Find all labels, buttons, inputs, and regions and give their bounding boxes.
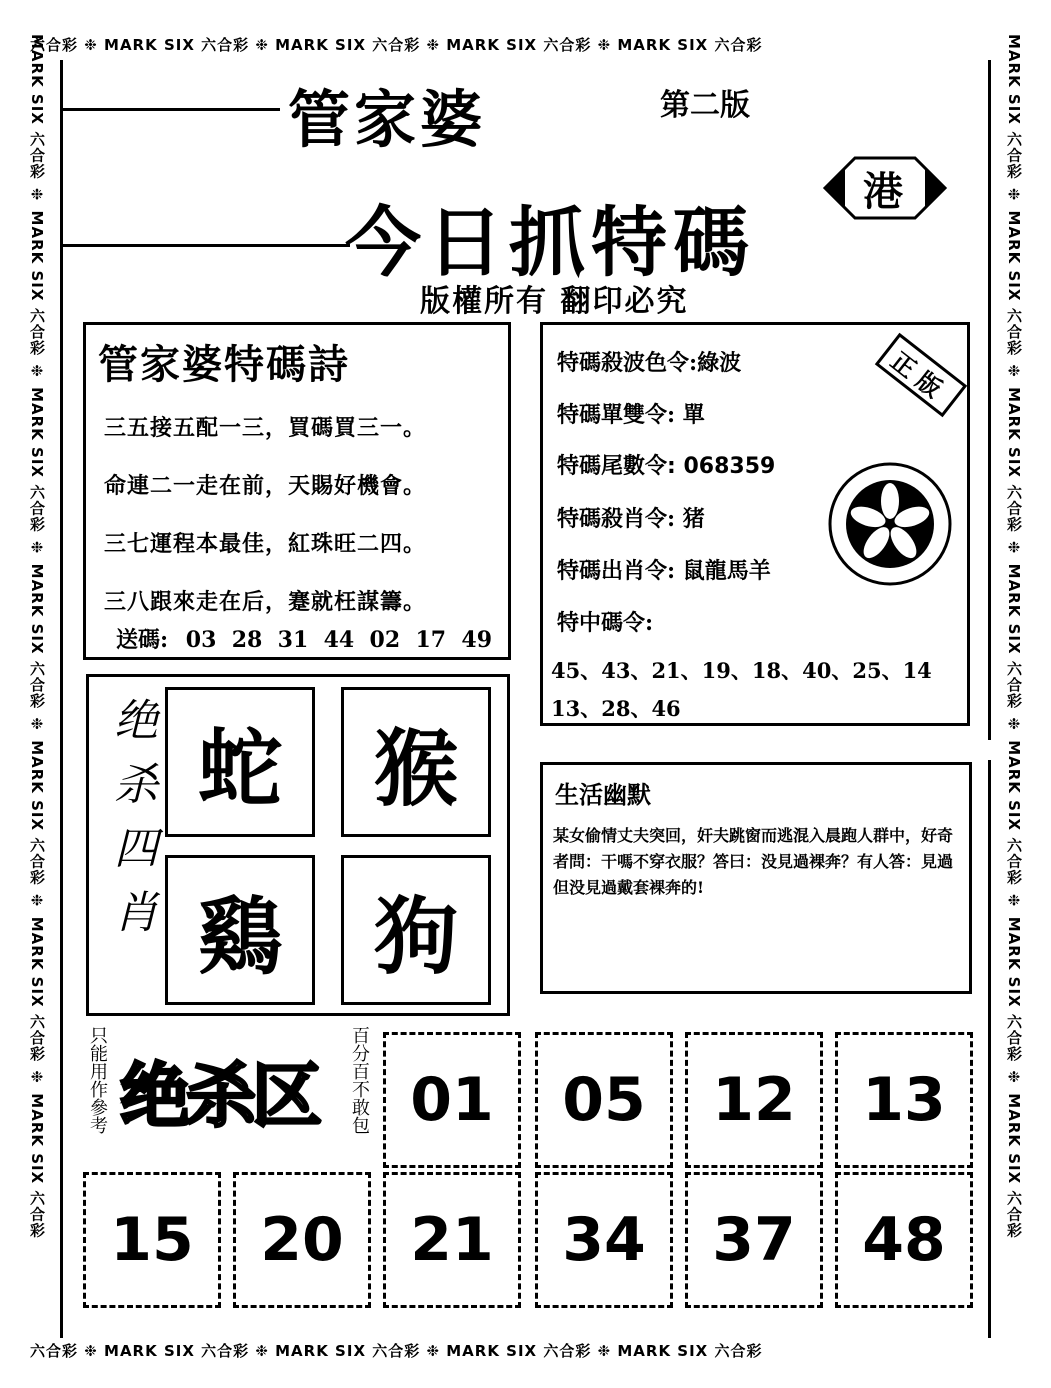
humor-title: 生活幽默: [555, 780, 651, 809]
poem-box: [83, 322, 511, 660]
zodiac-cell: 狗: [341, 855, 491, 1005]
kill-number-cell: 20: [233, 1172, 371, 1308]
poem-line: 命連二一走在前，天賜好機會。: [104, 473, 427, 499]
copyright-notice: 版權所有 翻印必究: [420, 284, 689, 319]
poem-line: 三五接五配一三，買碼買三一。: [104, 415, 427, 441]
bauhinia-seal-icon: [825, 459, 955, 589]
poem-line: 三七運程本最佳，紅珠旺二四。: [104, 531, 427, 557]
kill-number-cell: 01: [383, 1032, 521, 1168]
zodiac-cell: 鷄: [165, 855, 315, 1005]
command-item: 特碼殺肖令: 猪: [557, 506, 705, 532]
edition-label: 第二版: [660, 88, 750, 123]
kill-zone-left-note: 只能用作參考: [87, 1026, 108, 1134]
genuine-stamp: 正版: [875, 333, 967, 417]
humor-body: 某女偷情丈夫突回，奸夫跳窗而逃混入晨跑人群中，好奇者問：干嗎不穿衣服？答曰：没見過裸奔？有人答：見過但没見過戴套裸奔的!: [553, 826, 954, 897]
send-numbers-row: [116, 623, 492, 654]
kill-number-cell: 37: [685, 1172, 823, 1308]
headline-rule: [60, 244, 350, 247]
command-item: 特中碼令:: [557, 610, 654, 636]
kill-zone-right-note: 百分百不敢包: [349, 1026, 370, 1134]
commands-box: [540, 322, 970, 726]
emblem-character: 港: [863, 168, 903, 215]
zodiac-side-label: 绝杀四肖: [106, 697, 157, 953]
zodiac-box: [86, 674, 510, 1016]
kill-number-cell: 48: [835, 1172, 973, 1308]
kill-number-cell: 34: [535, 1172, 673, 1308]
hk-emblem: [815, 140, 955, 236]
hit-numbers-line-1: 45、43、21、19、18、40、25、14: [551, 658, 932, 683]
kill-number-cell: 15: [83, 1172, 221, 1308]
frame-left-strip: MARK SIX 六合彩 ❉ MARK SIX 六合彩 ❉ MARK SIX 六合彩 ❉ MARK SIX 六合彩 ❉ MARK SIX 六合彩 ❉ MARK SIX 六合彩 ❉ MARK SIX 六合彩: [28, 34, 46, 1239]
kill-number-cell: 21: [383, 1172, 521, 1308]
kill-number-cell: 13: [835, 1032, 973, 1168]
inner-right-rule-lower: [988, 760, 991, 1338]
zodiac-cell: 猴: [341, 687, 491, 837]
frame-right-strip: MARK SIX 六合彩 ❉ MARK SIX 六合彩 ❉ MARK SIX 六合彩 ❉ MARK SIX 六合彩 ❉ MARK SIX 六合彩 ❉ MARK SIX 六合彩 ❉ MARK SIX 六合彩: [1005, 34, 1023, 1239]
header-rule: [60, 108, 280, 111]
kill-zone-label: 绝杀区: [120, 1054, 318, 1137]
humor-box: [540, 762, 972, 994]
headline: 今日抓特碼: [345, 198, 755, 287]
command-item: 特碼出肖令: 鼠龍馬羊: [557, 558, 771, 584]
send-numbers: 03 28 31 44 02 17 49: [185, 627, 493, 653]
hit-numbers-line-2: 13、28、46: [551, 696, 681, 721]
page-title: 管家婆: [288, 83, 487, 156]
send-label: 送碼:: [116, 627, 169, 653]
frame-bottom-strip: 六合彩 ❉ MARK SIX 六合彩 ❉ MARK SIX 六合彩 ❉ MARK SIX 六合彩 ❉ MARK SIX 六合彩: [30, 1342, 763, 1360]
frame-top-strip: 六合彩 ❉ MARK SIX 六合彩 ❉ MARK SIX 六合彩 ❉ MARK SIX 六合彩 ❉ MARK SIX 六合彩: [30, 36, 763, 54]
poem-lines: [104, 405, 504, 625]
kill-number-cell: 05: [535, 1032, 673, 1168]
zodiac-cell: 蛇: [165, 687, 315, 837]
command-item: 特碼殺波色令:綠波: [557, 350, 742, 376]
poem-title: 管家婆特碼詩: [98, 341, 350, 388]
command-item: 特碼尾數令: 068359: [557, 454, 776, 479]
kill-number-cell: 12: [685, 1032, 823, 1168]
poem-line: 三八跟來走在后，蹇就枉謀籌。: [104, 589, 427, 615]
inner-left-rule: [60, 60, 63, 1338]
inner-right-rule: [988, 60, 991, 740]
command-item: 特碼單雙令: 單: [557, 402, 705, 428]
